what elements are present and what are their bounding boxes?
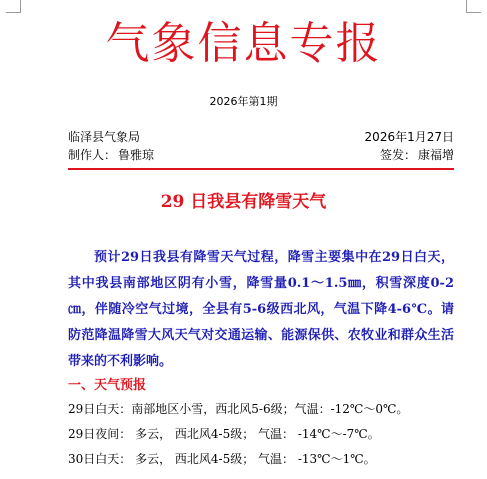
forecast-line: 30日白天： 多云， 西北风4-5级； 气温： -13℃～1℃。 [68, 452, 376, 466]
editor-credit [68, 148, 154, 163]
masthead-title: 气象信息专报 [105, 18, 382, 69]
signer-label: 签发： [379, 148, 416, 162]
header-divider [68, 168, 454, 170]
page-corner-mark [466, 0, 481, 13]
credits-row [68, 148, 454, 163]
issue-number: 2026年第1期 [209, 95, 278, 108]
editor-label: 制作人： [68, 148, 117, 162]
editor-name: 鲁雅琼 [118, 148, 155, 162]
report-body: 预计29日我县有降雪天气过程，降雪主要集中在29日白天，其中我县南部地区阴有小雪，降雪量0.1～1.5㎜，积雪深度0-2㎝，伴随冷空气过境，全县有5-6级西北风，气温下降4-6℃。请防范降温降雪大风天气对交通运输、能源保供、农牧业和群众生活带来的不利影响。 [68, 250, 454, 369]
forecast-line: 29日白天：南部地区小雪，西北风5-6级；气温：-12℃～0℃。 [68, 402, 409, 416]
signer-name: 康福增 [417, 148, 454, 162]
signer-credit [380, 148, 454, 163]
issue-date: 2026年1月27日 [364, 130, 454, 144]
report-headline: 29 日我县有降雪天气 [160, 192, 327, 212]
issuer-name: 临泽县气象局 [68, 130, 141, 144]
forecast-line: 29日夜间： 多云， 西北风4-5级； 气温： -14℃～-7℃。 [68, 427, 380, 441]
page-corner-mark [6, 0, 21, 13]
issuer-row [68, 130, 454, 145]
section-title-forecast: 一、天气预报 [68, 378, 147, 393]
